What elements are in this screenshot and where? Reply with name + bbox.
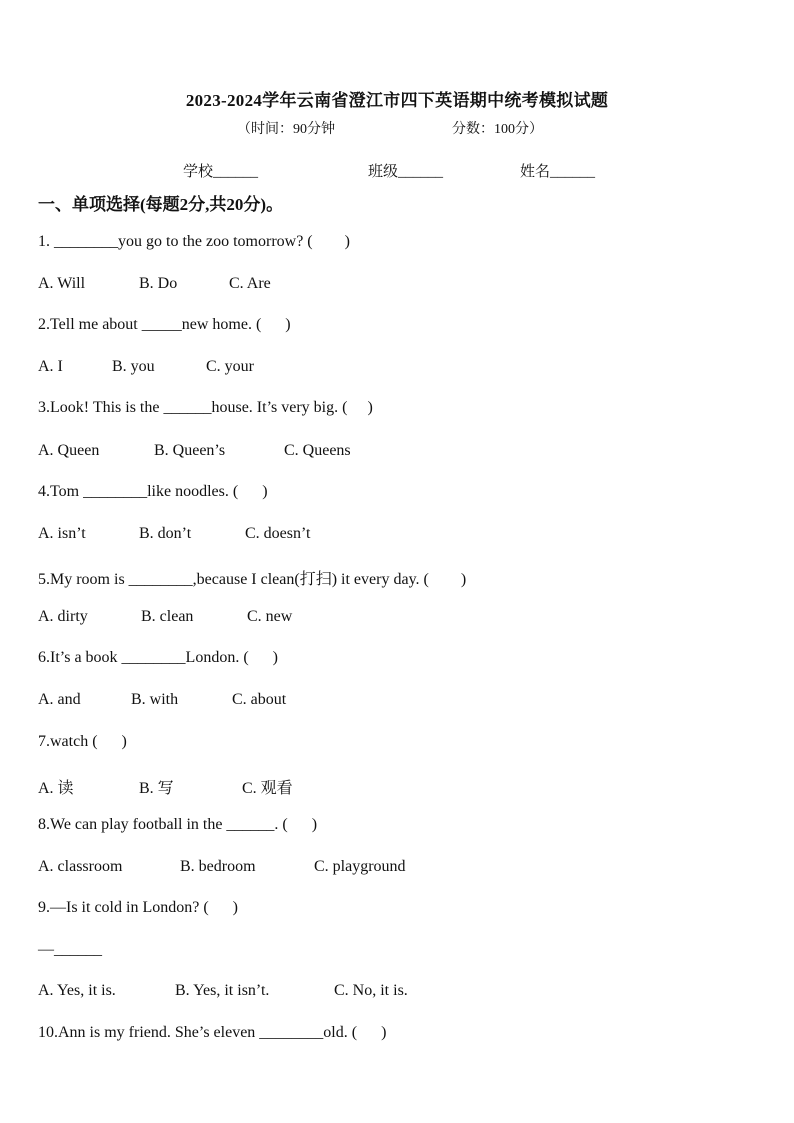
question-4: 4.Tom ________like noodles. ( ) [38,483,268,500]
question-8: 8.We can play football in the ______. ( ) [38,816,318,833]
exam-title: 2023-2024学年云南省澄江市四下英语期中统考模拟试题 [185,91,609,110]
option-c: C. about [232,691,287,708]
question-1: 1. ________you go to the zoo tomorrow? ( ) [38,233,350,250]
option-a: A. dirty [38,608,88,625]
question-7: 7.watch ( ) [38,733,127,750]
name-field: 姓名______ [520,164,596,180]
option-b: B. with [131,691,179,708]
question-9: 9.—Is it cold in London? ( ) [38,899,238,916]
option-a: A. and [38,691,81,708]
option-b: B. Yes, it isn’t. [175,982,270,999]
class-field: 班级______ [368,164,444,180]
question-10: 10.Ann is my friend. She’s eleven ________old. ( ) [38,1024,387,1041]
section-heading: 一、单项选择(每题2分,共20分)。 [38,195,284,214]
option-c: C. new [247,608,293,625]
question-2: 2.Tell me about _____new home. ( ) [38,316,291,333]
option-a: A. Yes, it is. [38,982,116,999]
option-a: A. Queen [38,442,100,459]
school-field: 学校______ [183,164,259,180]
exam-time: （时间：90分钟 [237,122,335,137]
question-9-answer-line: —______ [38,941,102,958]
option-b: B. Do [139,275,178,292]
option-b: B. bedroom [180,858,256,875]
question-6: 6.It’s a book ________London. ( ) [38,649,278,666]
option-b: B. Queen’s [154,442,226,459]
option-c: C. your [206,358,254,375]
option-c: C. Queens [284,442,351,459]
option-a: A. 读 [38,780,74,797]
option-b: B. 写 [139,780,174,797]
option-b: B. don’t [139,525,192,542]
option-a: A. I [38,358,63,375]
option-c: C. No, it is. [334,982,408,999]
option-c: C. Are [229,275,271,292]
option-a: A. isn’t [38,525,86,542]
option-b: B. you [112,358,155,375]
option-a: A. Will [38,275,86,292]
option-c: C. 观看 [242,780,293,797]
exam-score: 分数：100分） [452,122,543,137]
option-c: C. playground [314,858,406,875]
option-b: B. clean [141,608,194,625]
question-3: 3.Look! This is the ______house. It’s very big. ( ) [38,399,373,416]
option-c: C. doesn’t [245,525,311,542]
option-a: A. classroom [38,858,123,875]
question-5: 5.My room is ________,because I clean(打扫) it every day. ( ) [38,571,467,588]
